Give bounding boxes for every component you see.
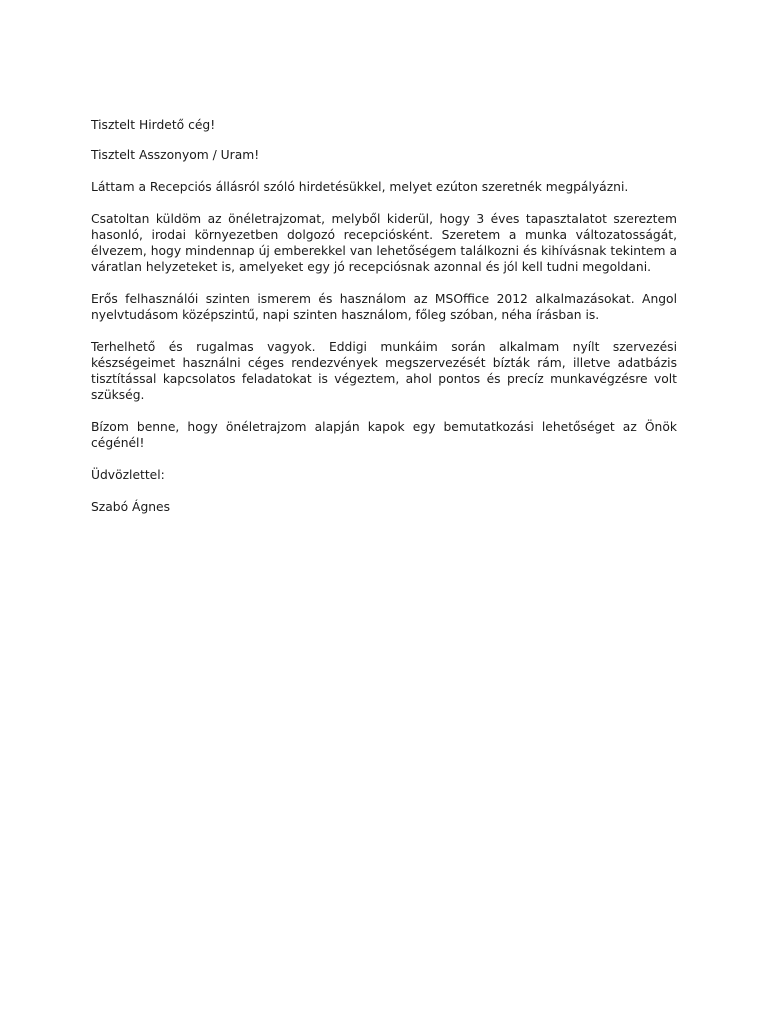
cover-letter	[91, 117, 677, 531]
paragraph-intro: Láttam a Recepciós állásról szóló hirdetésükkel, melyet ezúton szeretnék megpályázni.	[91, 180, 629, 194]
salutation-company: Tisztelt Hirdető cég!	[91, 118, 216, 132]
paragraph-experience: Csatoltan küldöm az önéletrajzomat, melyből kiderül, hogy 3 éves tapasztalatot szereztem hasonló, irodai környezetben dolgozó recepciósként. Szeretem a munka változatosságát, élvezem, hogy mindennap új emberekkel van lehetőségem találkozni és kihívásnak tekintem a váratlan helyzeteket is, amelyeket egy jó recepciósnak azonnal és jól kell tudni megoldani.	[91, 212, 677, 274]
paragraph-personality: Terhelhető és rugalmas vagyok. Eddigi munkáim során alkalmam nyílt szervezési készségeimet használni céges rendezvények megszervezését bízták rám, illetve adatbázis tisztítással kapcsolatos feladatokat is végeztem, ahol pontos és precíz munkavégzésre volt szükség.	[91, 340, 677, 402]
salutation-person: Tisztelt Asszonyom / Uram!	[91, 148, 260, 162]
signature: Szabó Ágnes	[91, 500, 171, 514]
paragraph-closing-hope: Bízom benne, hogy önéletrajzom alapján kapok egy bemutatkozási lehetőséget az Önök cégénél!	[91, 420, 677, 450]
closing: Üdvözlettel:	[91, 468, 165, 482]
paragraph-skills: Erős felhasználói szinten ismerem és használom az MSOffice 2012 alkalmazásokat. Angol nyelvtudásom középszintű, napi szinten használom, főleg szóban, néha írásban is.	[91, 292, 677, 322]
